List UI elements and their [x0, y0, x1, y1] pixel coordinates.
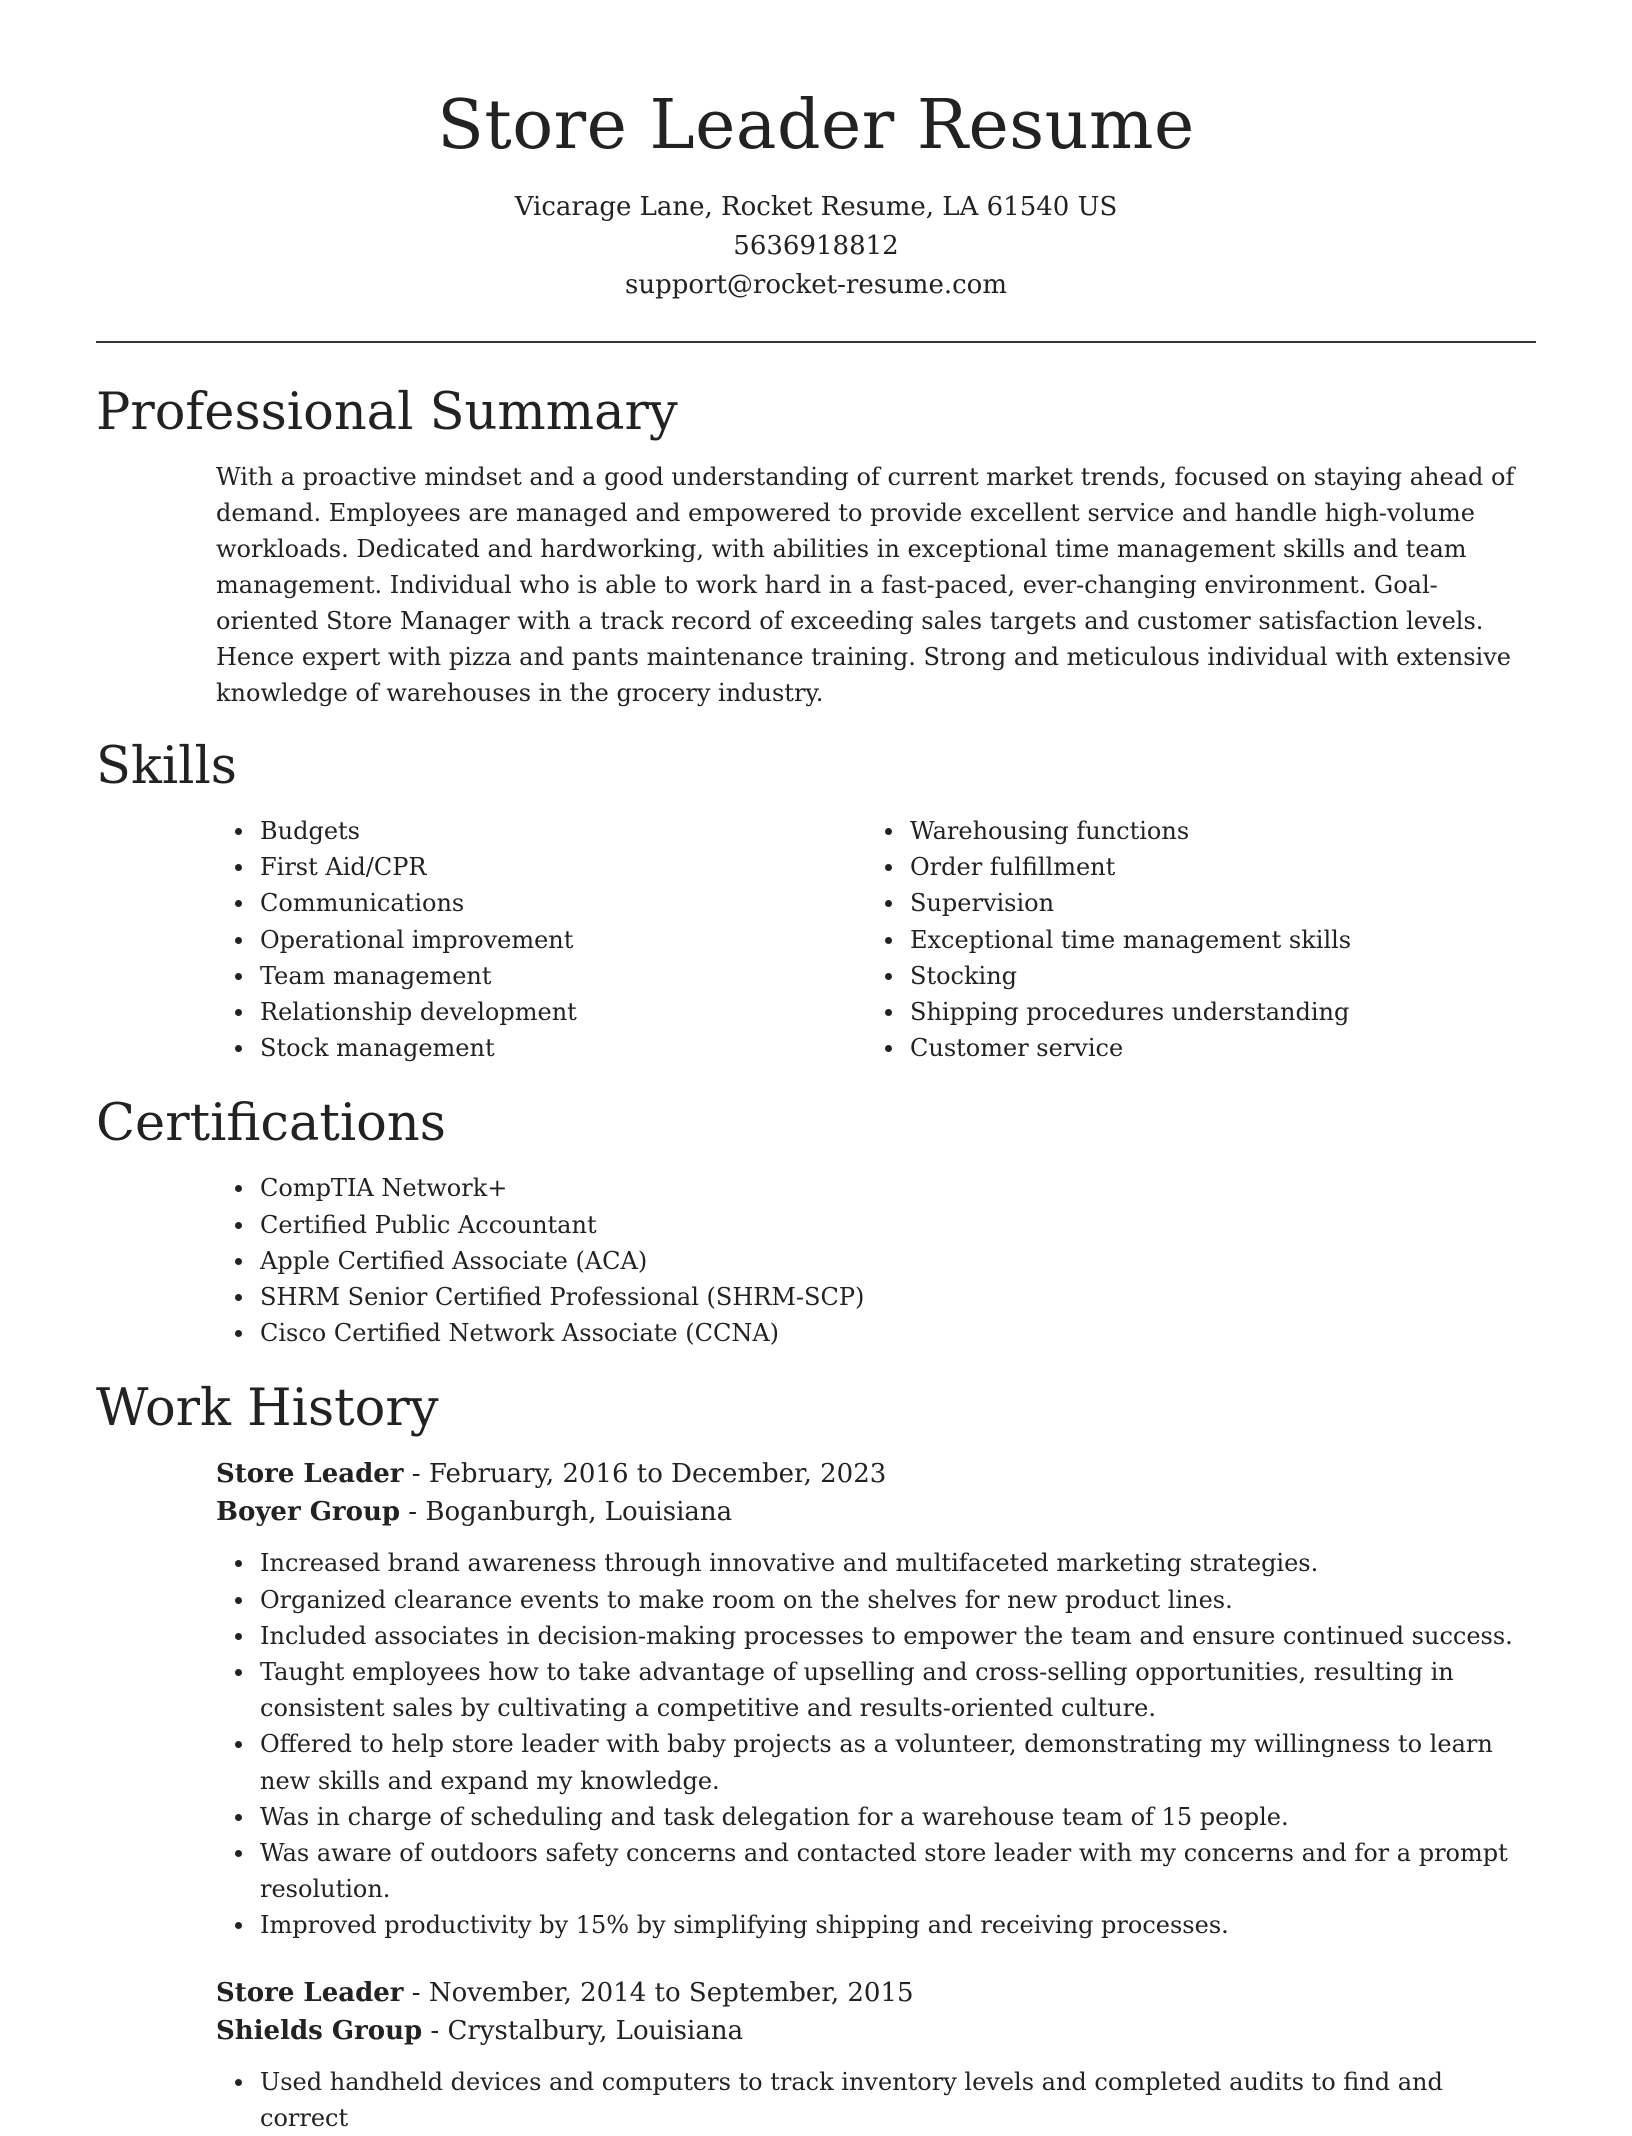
- job-entry: [216, 1974, 1536, 2136]
- skill-item: Supervision: [866, 885, 1516, 921]
- job-location: - Crystalbury, Louisiana: [422, 2015, 744, 2046]
- summary-heading: Professional Summary: [96, 383, 678, 442]
- skill-item: Relationship development: [216, 994, 866, 1030]
- job-bullet: Used handheld devices and computers to track inventory levels and completed audits to find and correct: [216, 2064, 1536, 2136]
- skills-list-left: [216, 813, 866, 1066]
- certifications-section: [0, 1092, 1632, 1351]
- summary-text: With a proactive mindset and a good understanding of current market trends, focused on staying ahead of demand. Employees are managed and empowered to provide excellent service and handle high-volume workloads. Dedicated and hardworking, with abilities in exceptional time management skills and team management. Individual who is able to work hard in a fast-paced, ever-changing environment. Goal-oriented Store Manager with a track record of exceeding sales targets and customer satisfaction levels. Hence expert with pizza and pants maintenance training. Strong and meticulous individual with extensive knowledge of warehouses in the grocery industry.: [216, 463, 1515, 707]
- certification-item: CompTIA Network+: [216, 1170, 1536, 1206]
- certification-item: Cisco Certified Network Associate (CCNA): [216, 1315, 1536, 1351]
- skill-item: Stock management: [216, 1030, 866, 1066]
- job-bullet: Included associates in decision-making processes to empower the team and ensure continued success.: [216, 1618, 1536, 1654]
- skill-item: Shipping procedures understanding: [866, 994, 1516, 1030]
- skill-item: First Aid/CPR: [216, 849, 866, 885]
- email-text: support@rocket-resume.com: [624, 270, 1007, 300]
- skills-section: [0, 735, 1632, 1066]
- contact-info: [0, 188, 1632, 305]
- job-bullets: [216, 2064, 1536, 2136]
- skill-item: Operational improvement: [216, 922, 866, 958]
- job-title-line: [216, 1455, 1536, 1493]
- skill-item: Budgets: [216, 813, 866, 849]
- skill-item: Warehousing functions: [866, 813, 1516, 849]
- job-company: Shields Group: [216, 2015, 423, 2046]
- skill-item: Customer service: [866, 1030, 1516, 1066]
- job-company: Boyer Group: [216, 1497, 401, 1528]
- skill-item: Stocking: [866, 958, 1516, 994]
- certifications-list: [216, 1170, 1536, 1351]
- job-dates: - February, 2016 to December, 2023: [403, 1459, 887, 1490]
- certifications-heading: Certifications: [96, 1094, 446, 1154]
- skill-item: Exceptional time management skills: [866, 922, 1516, 958]
- summary-section: [0, 381, 1632, 711]
- job-role: Store Leader: [216, 1977, 404, 2008]
- job-company-line: [216, 1493, 1536, 1531]
- skills-heading: Skills: [96, 737, 237, 796]
- job-bullet: Increased brand awareness through innovative and multifaceted marketing strategies.: [216, 1545, 1536, 1581]
- work-history-section: [0, 1377, 1632, 2136]
- job-entry: [216, 1455, 1536, 1943]
- skill-item: Order fulfillment: [866, 849, 1516, 885]
- job-bullet: Was in charge of scheduling and task delegation for a warehouse team of 15 people.: [216, 1799, 1536, 1835]
- page-title: Store Leader Resume: [437, 86, 1195, 165]
- job-title-line: [216, 1974, 1536, 2012]
- skills-list-right: [866, 813, 1516, 1066]
- work-history-heading: Work History: [96, 1379, 439, 1439]
- certification-item: Certified Public Accountant: [216, 1207, 1536, 1243]
- job-dates: - November, 2014 to September, 2015: [403, 1977, 914, 2008]
- job-location: - Boganburgh, Louisiana: [400, 1497, 733, 1528]
- header-divider: [96, 341, 1536, 343]
- skills-columns: [216, 813, 1536, 1066]
- phone-text: 5636918812: [733, 231, 899, 261]
- job-role: Store Leader: [216, 1459, 404, 1490]
- job-bullet: Was aware of outdoors safety concerns and contacted store leader with my concerns and for a prompt resolution.: [216, 1835, 1536, 1907]
- job-bullets: [216, 1545, 1536, 1943]
- resume-header: [0, 0, 1632, 305]
- job-bullet: Organized clearance events to make room on the shelves for new product lines.: [216, 1582, 1536, 1618]
- job-bullet: Offered to help store leader with baby projects as a volunteer, demonstrating my willingness to learn new skills and expand my knowledge.: [216, 1726, 1536, 1798]
- address-text: Vicarage Lane, Rocket Resume, LA 61540 US: [514, 192, 1118, 222]
- certification-item: SHRM Senior Certified Professional (SHRM-SCP): [216, 1279, 1536, 1315]
- job-company-line: [216, 2012, 1536, 2050]
- skill-item: Communications: [216, 885, 866, 921]
- job-bullet: Taught employees how to take advantage of upselling and cross-selling opportunities, resulting in consistent sales by cultivating a competitive and results-oriented culture.: [216, 1654, 1536, 1726]
- skill-item: Team management: [216, 958, 866, 994]
- certification-item: Apple Certified Associate (ACA): [216, 1243, 1536, 1279]
- job-bullet: Improved productivity by 15% by simplifying shipping and receiving processes.: [216, 1907, 1536, 1943]
